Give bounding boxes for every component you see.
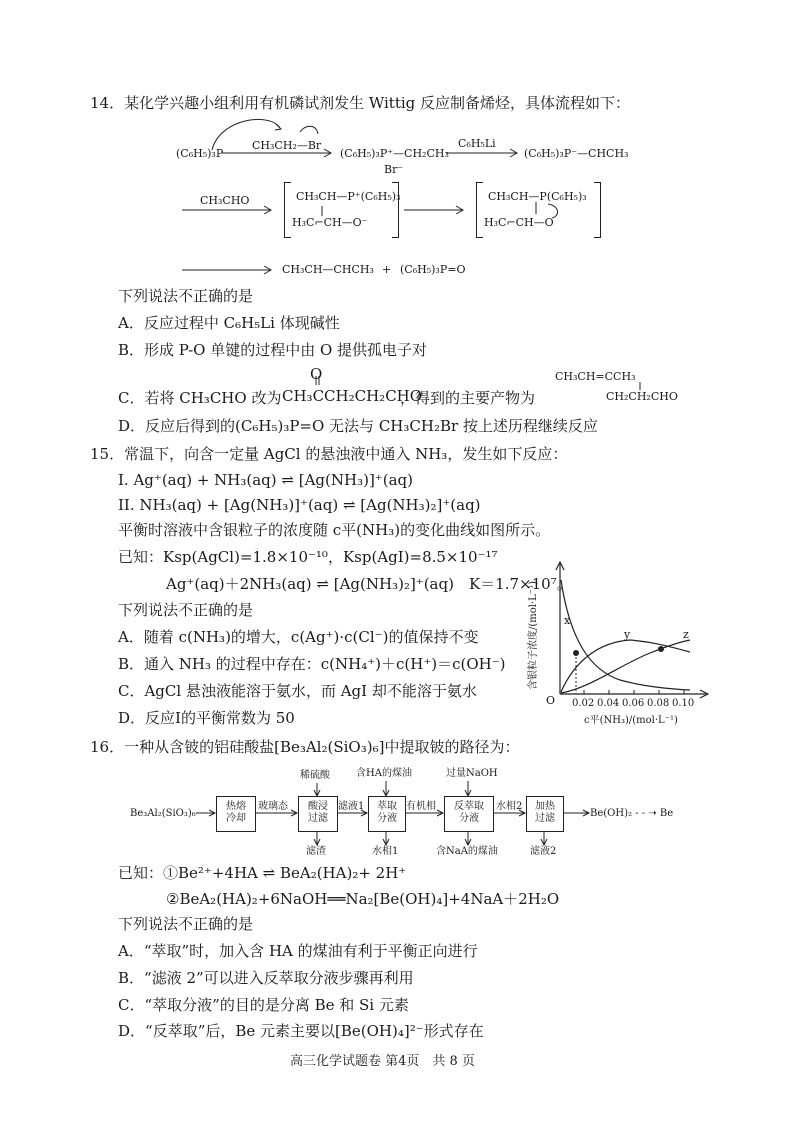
q15-option-c: C．AgCl 悬浊液能溶于氨水，而 AgI 却不能溶于氨水 <box>118 682 477 700</box>
q14-r2-product: (C₆H₅)₃P⁻—CHCH₃ <box>524 147 629 160</box>
q15-xtick-2: 0.06 <box>622 698 645 709</box>
q16-box-2-line1: 酸浸 <box>308 801 328 812</box>
q15-rxn2: II. NH₃(aq) + [Ag(NH₃)]⁺(aq) ⇌ [Ag(NH₃)₂]⁺(aq) <box>118 496 481 514</box>
q14-option-c-prod1: CH₃CH=CCH₃ <box>555 370 636 383</box>
q16-known1: 已知：①Be²⁺+4HA ⇌ BeA₂(HA)₂+ 2H⁺ <box>118 864 407 882</box>
q16-box-3-line2: 分液 <box>377 813 397 824</box>
q15-xtick-3: 0.08 <box>647 698 670 709</box>
q14-int2-line1: CH₃CH—P(C₆H₅)₃ <box>488 190 587 203</box>
q14-final-plus: + <box>382 263 392 276</box>
page-footer: 高三化学试题卷 第4页 共 8 页 <box>290 1054 475 1069</box>
q16-end: Be(OH)₂ - - ➝ Be <box>590 808 674 819</box>
q16-box-5-line2: 过滤 <box>535 813 555 824</box>
q15-known1: 已知：Ksp(AgCl)=1.8×10⁻¹⁰，Ksp(AgI)=8.5×10⁻¹⁷ <box>118 548 498 566</box>
q16-box-4-line2: 分液 <box>459 813 479 824</box>
q16-option-b: B．“滤液 2”可以进入反萃取分液步骤再利用 <box>118 969 414 987</box>
q16-box-2-line2: 过滤 <box>308 813 328 824</box>
q14-option-c-o: O <box>310 365 323 383</box>
q14-r3-reagent: CH₃CHO <box>200 194 250 207</box>
q15-xtick-0: 0.02 <box>572 698 595 709</box>
q15-stem: 15．常温下，向含一定量 AgCl 的悬浊液中通入 NH₃，发生如下反应： <box>90 445 568 463</box>
q14-option-c-formula: CH₃CCH₂CH₂CHO <box>282 387 423 405</box>
q15-label-z: z <box>683 628 689 641</box>
q16-start: Be₃Al₂(SiO₃)₆ <box>130 808 196 819</box>
q16-box-1-line2: 冷却 <box>226 813 246 824</box>
q14-reactant: (C₆H₅)₃P <box>176 147 224 160</box>
q14-r1-anion: Br⁻ <box>384 163 404 176</box>
q14-option-b: B．形成 P-O 单键的过程中由 O 提供孤电子对 <box>118 341 428 359</box>
q15-origin: O <box>546 694 556 707</box>
q15-rxn1: I. Ag⁺(aq) + NH₃(aq) ⇌ [Ag(NH₃)]⁺(aq) <box>118 471 413 489</box>
q16-box-3-line1: 萃取 <box>377 801 397 812</box>
q16-question: 下列说法不正确的是 <box>118 915 254 933</box>
q14-int2-line2: H₃C⌐CH—O <box>484 216 554 229</box>
q15-option-b: B．通入 NH₃ 的过程中存在：c(NH₄⁺)＋c(H⁺)＝c(OH⁻) <box>118 655 506 673</box>
q16-arrow-2-label: 滤液1 <box>338 801 365 812</box>
q15-label-y: y <box>624 628 631 641</box>
q15-option-d: D．反应I的平衡常数为 50 <box>118 709 295 727</box>
q14-option-c: C．若将 CH₃CHO 改为 <box>118 389 282 407</box>
q14-int1-line2: H₃C⌐CH—O⁻ <box>292 216 368 229</box>
q16-known2: ②BeA₂(HA)₂+6NaOH══Na₂[Be(OH)₄]+4NaA＋2H₂O <box>166 890 560 908</box>
q15-xtick-1: 0.04 <box>597 698 620 709</box>
q14-r1-reagent: CH₃CH₂—Br <box>252 139 322 152</box>
q15-xtick-4: 0.10 <box>672 698 695 709</box>
q16-top-2: 稀硫酸 <box>300 770 330 781</box>
q16-arrow-4-label: 水相2 <box>496 801 523 812</box>
q14-final-oxide: (C₆H₅)₃P=O <box>400 263 466 276</box>
q16-option-d: D．“反萃取”后，Be 元素主要以[Be(OH)₄]²⁻形式存在 <box>118 1022 484 1040</box>
q14-question: 下列说法不正确的是 <box>118 287 254 305</box>
q15-label-x: x <box>564 614 571 627</box>
q16-arrow-3-label: 有机相 <box>406 801 436 812</box>
q15-known2: Ag⁺(aq)＋2NH₃(aq) ⇌ [Ag(NH₃)₂]⁺(aq) K＝1.7×10⁷。 <box>166 575 572 593</box>
q16-top-3: 含HA的煤油 <box>356 768 412 779</box>
q16-option-a: A．“萃取”时，加入含 HA 的煤油有利于平衡正向进行 <box>118 942 478 960</box>
q15-desc: 平衡时溶液中含银粒子的浓度随 c平(NH₃)的变化曲线如图所示。 <box>118 521 551 539</box>
q16-bottom-5: 滤液2 <box>530 846 557 857</box>
q14-option-c-mid: ，得到的主要产物为 <box>400 389 536 407</box>
q16-box-4-line1: 反萃取 <box>454 801 484 812</box>
q15-option-a: A．随着 c(NH₃)的增大，c(Ag⁺)·c(Cl⁻)的值保持不变 <box>118 628 479 646</box>
q16-bottom-4: 含NaA的煤油 <box>436 846 498 857</box>
q14-int1-line1: CH₃CH—P⁺(C₆H₅)₃ <box>296 190 401 203</box>
q16-bottom-3: 水相1 <box>372 846 399 857</box>
q14-stem: 14．某化学兴趣小组利用有机磷试剂发生 Wittig 反应制备烯烃，具体流程如下： <box>90 94 631 112</box>
q16-bottom-2: 滤渣 <box>306 846 326 857</box>
q15-question: 下列说法不正确的是 <box>118 601 254 619</box>
q14-r1-product: (C₆H₅)₃P⁺—CH₂CH₃ <box>340 147 449 160</box>
q16-option-c: C．“萃取分液”的目的是分离 Be 和 Si 元素 <box>118 996 409 1014</box>
q16-arrow-1-label: 玻璃态 <box>258 801 288 812</box>
q16-top-4: 过量NaOH <box>446 768 498 779</box>
q14-option-d: D．反应后得到的(C₆H₅)₃P=O 无法与 CH₃CH₂Br 按上述历程继续反应 <box>118 417 598 435</box>
q14-option-a: A．反应过程中 C₆H₅Li 体现碱性 <box>118 314 340 332</box>
q16-box-1-line1: 热熔 <box>226 801 246 812</box>
q16-stem: 16．一种从含铍的铝硅酸盐[Be₃Al₂(SiO₃)₆]中提取铍的路径为： <box>90 738 520 756</box>
q14-r2-reagent: C₆H₅Li <box>458 137 496 150</box>
q14-final-alkene: CH₃CH—CHCH₃ <box>282 263 374 276</box>
q15-ylabel: 含银粒子浓度/(mol·L⁻¹) <box>528 581 539 690</box>
q16-box-5-line1: 加热 <box>535 801 555 812</box>
q15-xlabel: c平(NH₃)/(mol·L⁻¹) <box>584 715 678 726</box>
q14-option-c-prod2: CH₂CH₂CHO <box>606 390 678 403</box>
